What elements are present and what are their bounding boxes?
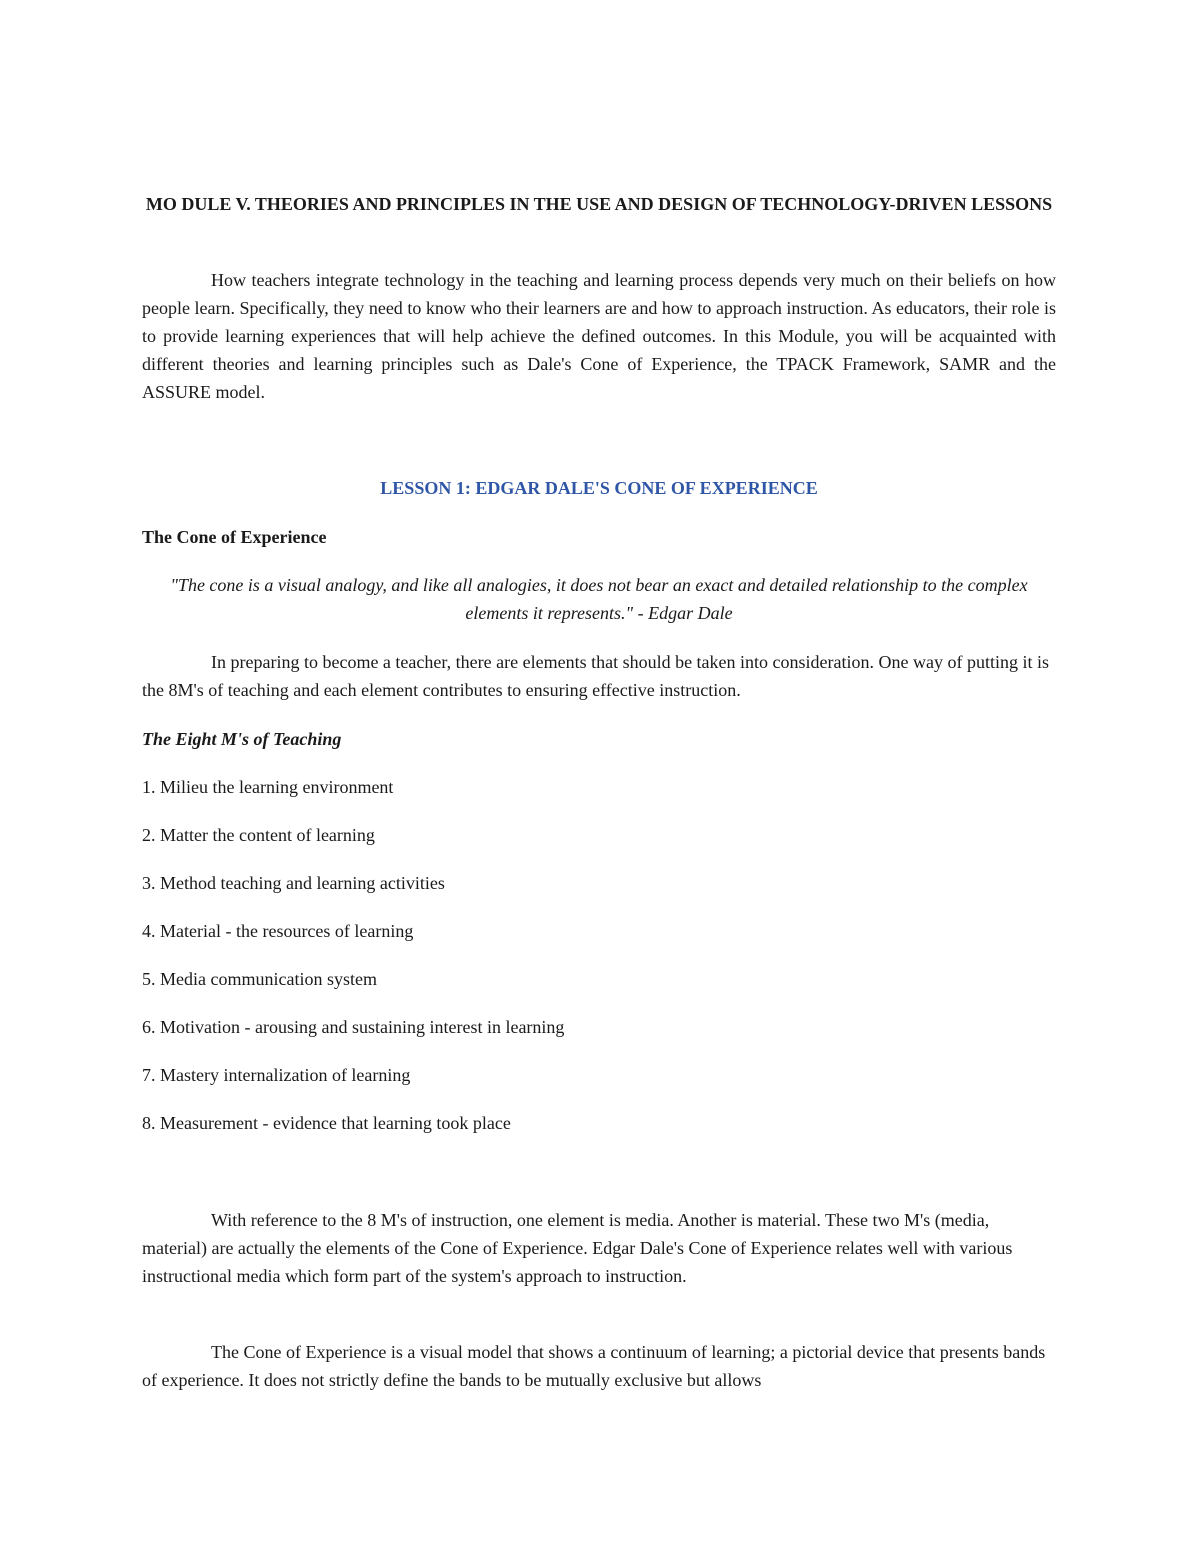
reference-paragraph: With reference to the 8 M's of instruction, one element is media. Another is material. These two M's (media, material) are actually the elements of the Cone of Experience. Edgar Dale's Cone of Experience relates well with various instructional media which form part of the system's approach to instruction.	[142, 1210, 1013, 1286]
list-item: 7. Mastery internalization of learning	[142, 1065, 411, 1085]
list-item: 3. Method teaching and learning activities	[142, 873, 445, 893]
module-intro-paragraph: How teachers integrate technology in the teaching and learning process depends very much on their beliefs on how people learn. Specifically, they need to know who their learners are and how to approach instruction. As educators, their role is to provide learning experiences that will help achieve the defined outcomes. In this Module, you will be acquainted with different theories and learning principles such as Dale's Cone of Experience, the TPACK Framework, SAMR and the ASSURE model.	[142, 270, 1056, 402]
module-title: MO DULE V. THEORIES AND PRINCIPLES IN THE USE AND DESIGN OF TECHNOLOGY-DRIVEN LESSONS	[145, 194, 1053, 214]
list-item: 6. Motivation - arousing and sustaining interest in learning	[142, 1017, 565, 1037]
section-heading-cone: The Cone of Experience	[142, 527, 327, 547]
lesson-title: LESSON 1: EDGAR DALE'S CONE OF EXPERIENCE	[380, 478, 818, 498]
edgar-dale-quote: "The cone is a visual analogy, and like all analogies, it does not bear an exact and detailed relationship to the complex elements it represents." - Edgar Dale	[170, 575, 1028, 623]
list-item: 1. Milieu the learning environment	[142, 777, 394, 797]
eight-ms-heading: The Eight M's of Teaching	[142, 729, 342, 749]
list-item: 8. Measurement - evidence that learning took place	[142, 1113, 511, 1133]
list-item: 4. Material - the resources of learning	[142, 921, 414, 941]
cone-paragraph: The Cone of Experience is a visual model that shows a continuum of learning; a pictorial device that presents bands of experience. It does not strictly define the bands to be mutually exclusive but allows	[142, 1342, 1046, 1390]
list-item: 2. Matter the content of learning	[142, 825, 375, 845]
list-item: 5. Media communication system	[142, 969, 377, 989]
preparing-paragraph: In preparing to become a teacher, there are elements that should be taken into consideration. One way of putting it is the 8M's of teaching and each element contributes to ensuring effective instruction.	[142, 652, 1049, 700]
